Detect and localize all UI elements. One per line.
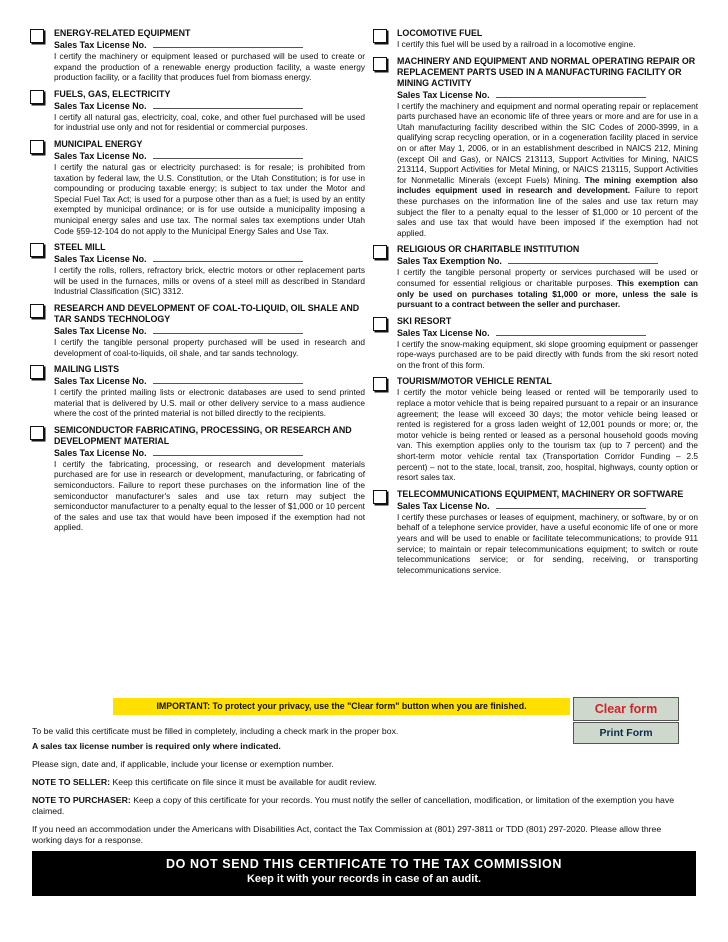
banner-line-1: DO NOT SEND THIS CERTIFICATE TO THE TAX COMMISSION — [166, 857, 562, 871]
locomotive-fuel-checkbox[interactable] — [373, 29, 387, 43]
note-valid: To be valid this certificate must be filled in completely, including a check mark in the proper box. — [32, 726, 399, 736]
item-ski-resort — [373, 316, 698, 371]
item-tourism-motor-vehicle — [373, 376, 698, 482]
purchaser-text: Keep a copy of this certificate for your records. You must notify the seller of cancellation, modification, or limitation of the exemption you have claimed. — [32, 795, 675, 816]
print-form-button[interactable]: Print Form — [573, 722, 679, 744]
item-locomotive-fuel — [373, 28, 698, 50]
license-line[interactable] — [496, 327, 646, 336]
item-steel-mill — [30, 242, 365, 297]
item-title: RELIGIOUS OR CHARITABLE INSTITUTION — [397, 244, 580, 255]
license-label: Sales Tax License No. — [397, 327, 490, 338]
license-label: Sales Tax License No. — [54, 376, 147, 387]
banner-line-2: Keep it with your records in case of an audit. — [246, 873, 482, 885]
item-title: RESEARCH AND DEVELOPMENT OF COAL-TO-LIQUID, OIL SHALE AND TAR SANDS TECHNOLOGY — [54, 302, 360, 324]
item-body: I certify the natural gas or electricity purchased: is for resale; is prohibited from taxation by federal law, the U.S. Constitution, or the Utah Constitution; is for use in compounding or producing taxable energy; is subject to tax under the Motor and Special Fuel Tax Act; is used for a purpose other than as a fuel; is used by an entity exempted by municipal ordinance; or is for use outside a municipality imposing a municipal energy sales and use tax. The normal sales tax exemptions under Utah Code §59-12-104 do not apply to the Municipal Energy Sales and Use Tax. — [54, 161, 365, 236]
license-line[interactable] — [153, 325, 303, 334]
item-title: ENERGY-RELATED EQUIPMENT — [54, 28, 191, 38]
license-line[interactable] — [153, 39, 303, 48]
energy-related-checkbox[interactable] — [30, 29, 44, 43]
item-fuels-gas-electricity — [30, 89, 365, 133]
item-body: I certify all natural gas, electricity, coal, coke, and other fuel purchased will be used for industrial use only and not for residential or commercial purposes. — [54, 111, 365, 133]
license-field[interactable] — [54, 375, 365, 387]
note-sign: Please sign, date and, if applicable, include your license or exemption number. — [32, 759, 334, 769]
item-title: TOURISM/MOTOR VEHICLE RENTAL — [397, 376, 552, 387]
seller-label: NOTE TO SELLER: — [32, 777, 111, 787]
note-to-seller — [32, 777, 692, 788]
license-label: Sales Tax Exemption No. — [397, 256, 502, 267]
item-municipal-energy — [30, 139, 365, 236]
license-field[interactable] — [54, 100, 365, 112]
body-tail-text: Failure to report these purchases on the information line of the sales and use tax return may subject the filer to a penalty equal to the lesser of $1,000 or 10 percent of the sales and use tax that would have been imposed if the exemption had not applied. — [397, 185, 698, 238]
license-field[interactable] — [54, 150, 365, 162]
license-line[interactable] — [153, 150, 303, 159]
license-line[interactable] — [496, 500, 646, 509]
exemption-field[interactable] — [397, 255, 698, 267]
item-title: FUELS, GAS, ELECTRICITY — [54, 88, 171, 99]
item-body: I certify the motor vehicle being leased or rented will be temporarily used to replace a motor vehicle that is being repaired pursuant to a repair or an insurance agreement; the lease will exceed 30 days; the motor vehicle being leased or rented is registered for a gross laden weight of 12,001 pounds or more; or, the motor vehicle is being rented or leased as a personal household goods moving van. This exemption applies only to the tourism tax (up to 7 percent) and the short-term motor vehicle rental tax (Transportation Corridor Funding – 2.5 percent) – not to the state, local, transit, zoo, hospital, highways, county option or resort sales tax. — [397, 387, 698, 483]
item-title: LOCOMOTIVE FUEL — [397, 28, 483, 38]
license-label: Sales Tax License No. — [397, 89, 490, 100]
left-column — [30, 28, 365, 539]
item-body: I certify these purchases or leases of equipment, machinery, or software, by or on behalf of a telephone service provider, have a useful economic life of one or more years and will be used to enable or facilitate telecommunications; to provide 911 service; to maintain or repair telecommunications equipment; to switch or route telecommunications service; or for sending, receiving, or transporting telecommunications service. — [397, 511, 698, 575]
body-bold-text: The mining exemption also includes equipment used in research and development. — [397, 174, 699, 196]
body-text: I certify the machinery and equipment and normal operating repair or replacement parts purchased have an economic life of three years or more and are for use in a Utah manufacturing facility described within the SIC Codes of 2000-3999, in a qualifying scrap recycling operation, or in a cogeneration facility placed in service on or after May 1, 2006, or in an establishment described in NAICS 212, Mining (except Oil and Gas), or NAICS 213113, Support Activities for Mining, NAICS 213114, Support Activities for Metal Mining, or NAICS 213115, Support Activities for Nonmetallic Minerals (except Fuels) Mining. — [397, 100, 698, 185]
steel-mill-checkbox[interactable] — [30, 243, 44, 257]
item-body: I certify the printed mailing lists or electronic databases are used to send printed material that is delivered by U.S. mail or other delivery service to a mass audience where the cost of the printed material is not billed directly to the recipients. — [54, 387, 365, 419]
item-title: SEMICONDUCTOR FABRICATING, PROCESSING, OR RESEARCH AND DEVELOPMENT MATERIAL — [54, 424, 352, 446]
item-title: MACHINERY AND EQUIPMENT AND NORMAL OPERATING REPAIR OR REPLACEMENT PARTS USED IN A MANUFACTURING FACILITY OR MINING ACTIVITY — [397, 55, 696, 88]
item-body — [397, 267, 698, 309]
license-label: Sales Tax License No. — [54, 325, 147, 336]
note-license-required: A sales tax license number is required only where indicated. — [32, 741, 281, 751]
license-line[interactable] — [153, 447, 303, 456]
license-field[interactable] — [397, 500, 698, 512]
license-label: Sales Tax License No. — [54, 150, 147, 161]
religious-charitable-checkbox[interactable] — [373, 245, 387, 259]
item-mailing-lists — [30, 364, 365, 419]
license-line[interactable] — [508, 255, 658, 264]
item-body: I certify the snow-making equipment, ski slope grooming equipment or passenger rope-ways purchased are to be paid directly with funds from the ski resort noted on the front of this form. — [397, 338, 698, 370]
item-machinery-manufacturing-mining — [373, 56, 698, 239]
machinery-checkbox[interactable] — [373, 57, 387, 71]
body-text: I certify the tangible personal property or services purchased will be used or consumed for essential religious or charitable purposes. — [397, 267, 698, 288]
privacy-notice: IMPORTANT: To protect your privacy, use the "Clear form" button when you are finished. — [113, 698, 570, 715]
license-line[interactable] — [153, 253, 303, 262]
do-not-send-banner — [32, 851, 696, 896]
municipal-energy-checkbox[interactable] — [30, 140, 44, 154]
instructions — [32, 726, 692, 853]
license-field[interactable] — [54, 447, 365, 459]
ski-resort-checkbox[interactable] — [373, 317, 387, 331]
license-line[interactable] — [153, 100, 303, 109]
item-body: I certify the tangible personal property purchased will be used in research and development of coal-to-liquids, oil shale, and tar sands technology. — [54, 336, 365, 358]
license-label: Sales Tax License No. — [397, 500, 490, 511]
license-field[interactable] — [397, 89, 698, 101]
item-coal-to-liquid-research — [30, 303, 365, 358]
body-bold-text: This exemption can only be used on purchases totaling $1,000 or more, unless the sale is pursuant to a contract between the seller and purchaser. — [397, 277, 698, 310]
tourism-checkbox[interactable] — [373, 377, 387, 391]
item-body — [397, 101, 698, 239]
item-title: MUNICIPAL ENERGY — [54, 138, 143, 149]
license-line[interactable] — [496, 89, 646, 98]
item-title: STEEL MILL — [54, 242, 106, 253]
item-telecommunications — [373, 489, 698, 576]
purchaser-label: NOTE TO PURCHASER: — [32, 795, 131, 805]
item-religious-charitable — [373, 244, 698, 309]
license-field[interactable] — [397, 327, 698, 339]
license-field[interactable] — [54, 253, 365, 265]
license-field[interactable] — [54, 325, 365, 337]
telecommunications-checkbox[interactable] — [373, 490, 387, 504]
seller-text: Keep this certificate on file since it must be available for audit review. — [112, 777, 377, 787]
license-label: Sales Tax License No. — [54, 254, 147, 265]
item-title: SKI RESORT — [397, 315, 452, 326]
semiconductor-checkbox[interactable] — [30, 426, 44, 440]
item-body: I certify the machinery or equipment leased or purchased will be used to create or expand the production of a renewable energy production facility, a waste energy production facility, or a facility that produces fuel from biomass energy. — [54, 51, 365, 83]
note-ada: If you need an accommodation under the Americans with Disabilities Act, contact the Tax Commission at (801) 297-3811 or TDD (801) 297-2020. Please allow three working days for a response. — [32, 824, 662, 845]
item-body: I certify the rolls, rollers, refractory brick, electric motors or other replacement parts will be used in the furnaces, mills or ovens of a steel mill as described in Standard Industrial Classification (SIC) 3312. — [54, 265, 365, 297]
item-title: TELECOMMUNICATIONS EQUIPMENT, MACHINERY OR SOFTWARE — [397, 488, 684, 499]
license-line[interactable] — [153, 375, 303, 384]
license-label: Sales Tax License No. — [54, 100, 147, 111]
license-field[interactable] — [54, 39, 365, 51]
item-semiconductor — [30, 425, 365, 533]
mailing-lists-checkbox[interactable] — [30, 365, 44, 379]
right-column — [373, 28, 698, 581]
note-to-purchaser — [32, 795, 692, 817]
coal-to-liquid-checkbox[interactable] — [30, 304, 44, 318]
item-body: I certify this fuel will be used by a railroad in a locomotive engine. — [397, 39, 636, 49]
item-title: MAILING LISTS — [54, 364, 120, 375]
fuels-checkbox[interactable] — [30, 90, 44, 104]
clear-form-button[interactable]: Clear form — [573, 697, 679, 721]
license-label: Sales Tax License No. — [54, 447, 147, 458]
item-body: I certify the fabricating, processing, or research and development materials purchased are for use in research or development, manufacturing, or fabricating of semiconductors. Failure to report these purchases on the information line of the semiconductor manufacturer's sales and use tax return may subject the semiconductor manufacturer to a penalty equal to the lesser of $1,000 or 10 percent of the sales and use tax that would have been imposed if the exemption had not applied. — [54, 458, 365, 533]
license-label: Sales Tax License No. — [54, 40, 147, 50]
item-energy-related-equipment — [30, 28, 365, 83]
